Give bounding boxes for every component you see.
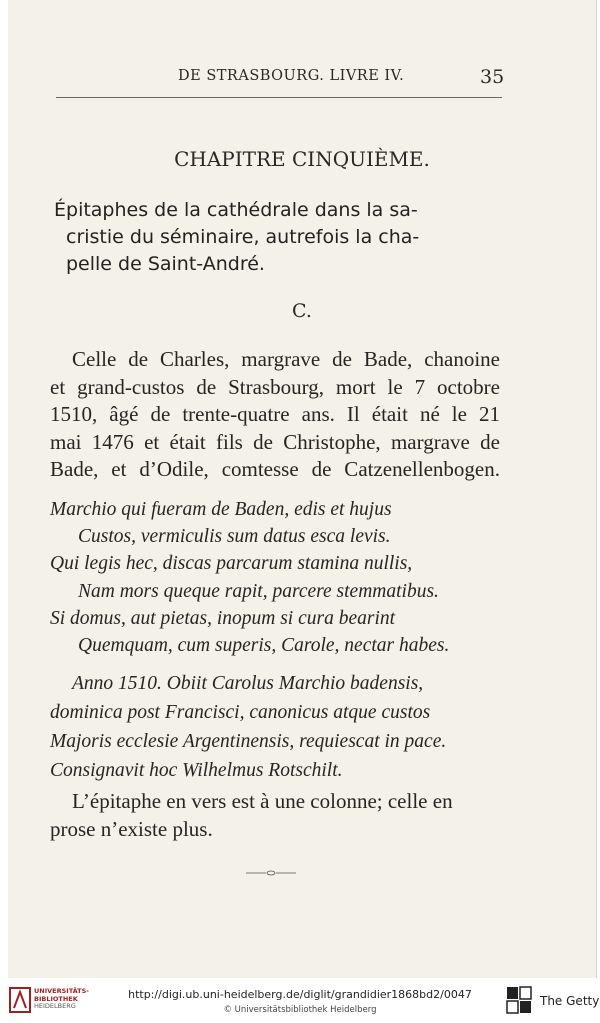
verse-line: Qui legis hec, discas parcarum stamina nullis, — [50, 553, 413, 575]
subtitle-line: Épitaphes de la cathédrale dans la sa- — [54, 199, 418, 221]
header-rule — [56, 97, 502, 98]
verse-line: Nam mors queque rapit, parcere stemmatibus. — [78, 580, 439, 602]
text-line: Celle de Charles, margrave de Bade, chanoine — [72, 347, 500, 371]
running-head: DE STRASBOURG. LIVRE IV. — [178, 68, 405, 84]
source-url-link[interactable]: http://digi.ub.uni-heidelberg.de/diglit/grandidier1868bd2/0047 — [128, 988, 472, 1001]
chapter-title: CHAPITRE CINQUIÈME. — [174, 147, 430, 171]
prose-line: dominica post Francisci, canonicus atque custos — [50, 702, 431, 723]
library-name-line: UNIVERSITÄTS- — [34, 987, 89, 995]
paragraph-intro — [50, 346, 500, 484]
verse-line: Custos, vermiculis sum datus esca levis. — [78, 526, 391, 548]
text-line: et grand-custos de Strasbourg, mort le 7 octobre — [50, 374, 500, 399]
text-line: Bade, et d’Odile, comtesse de Catzenellenbogen. — [50, 457, 500, 481]
paragraph-closing — [50, 788, 500, 843]
prose-line: Consignavit hoc Wilhelmus Rotschilt. — [50, 760, 343, 781]
prose-line: Anno 1510. Obiit Carolus Marchio badensis, — [72, 673, 424, 694]
epitaph-prose — [50, 669, 500, 785]
book-page — [8, 0, 597, 978]
epitaph-verse — [50, 496, 500, 659]
subtitle-line: pelle de Saint-André. — [66, 253, 265, 275]
partner-name: The Getty — [540, 994, 600, 1008]
copyright-notice: © Universitätsbibliothek Heidelberg — [223, 1005, 377, 1015]
subtitle-line: cristie du séminaire, autrefois la cha- — [66, 226, 420, 248]
getty-logo-icon[interactable] — [506, 986, 532, 1014]
text-line: prose n’existe plus. — [50, 816, 213, 841]
verse-line: Quemquam, cum superis, Carole, nectar habes. — [78, 635, 450, 657]
verse-line: Marchio qui fueram de Baden, edis et hujus — [50, 499, 392, 520]
prose-line: Majoris ecclesie Argentinensis, requiescat in pace. — [50, 731, 447, 752]
text-line: mai 1476 et était fils de Christophe, margrave de — [50, 429, 500, 454]
library-name-line: HEIDELBERG — [34, 1002, 76, 1010]
viewer-footer — [0, 978, 600, 1023]
text-line: 1510, âgé de trente-quatre ans. Il était né le 21 — [50, 402, 500, 426]
text-line: L’épitaphe en vers est à une colonne; celle en — [72, 789, 453, 813]
section-letter: C. — [292, 300, 312, 322]
library-name-line: BIBLIOTHEK — [34, 994, 78, 1003]
page-number: 35 — [480, 66, 505, 88]
ornament-divider — [246, 869, 296, 877]
verse-line: Si domus, aut pietas, inopum si cura bearint — [50, 607, 396, 629]
chapter-subtitle — [54, 197, 504, 278]
